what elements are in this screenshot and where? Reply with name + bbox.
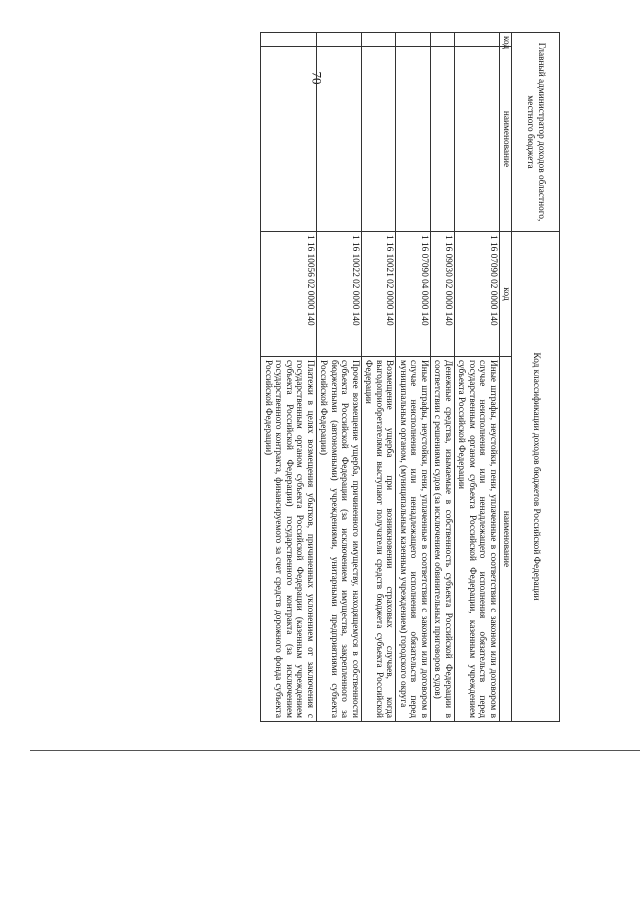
table-row: [261, 33, 317, 722]
admin-name-cell: [317, 47, 362, 232]
code-cell: 1 16 07090 04 0000 140: [396, 232, 431, 357]
classification-group-header: Код классификации доходов бюджетов Российской Федерации: [512, 232, 560, 722]
name-cell: Возмещение ущерба при возникновении страховых случаев, когда выгодоприобретателями выступают получатели средств бюджета субъекта Российской Федерации: [362, 357, 397, 722]
class-name-header: наименование: [500, 357, 512, 722]
table-row: [396, 33, 431, 722]
admin-group-header: Главный администратор доходов областного, местного бюджета: [512, 33, 560, 232]
code-cell: 1 16 10021 02 0000 140: [362, 232, 397, 357]
name-cell: Иные штрафы, неустойки, пени, уплаченные в соответствии с законом или договором в случае неисполнения или ненадлежащего исполнения обязательств перед муниципальным органом, (муниципальным казенным учреждением) городского округа: [396, 357, 431, 722]
admin-name-cell: [396, 47, 431, 232]
admin-name-cell: [261, 47, 317, 232]
admin-name-header: наименование: [500, 47, 512, 232]
table-subheader-row: [500, 33, 512, 722]
revenue-classification-table: [261, 32, 561, 722]
admin-code-header: код: [500, 33, 512, 47]
table-row: [317, 33, 362, 722]
class-code-header: код: [500, 232, 512, 357]
admin-code-cell: [261, 33, 317, 47]
table-row: [362, 33, 397, 722]
name-cell: Иные штрафы, неустойки, пени, уплаченные в соответствии с законом или договором в случае неисполнения или ненадлежащего исполнения обязательств перед государственным органом субъекта Российской Федерации, казенным учреждением субъекта Российской Федерации: [455, 357, 500, 722]
admin-name-cell: [431, 47, 455, 232]
code-cell: 1 16 09030 02 0000 140: [431, 232, 455, 357]
code-cell: 1 16 07090 02 0000 140: [455, 232, 500, 357]
revenue-classification-table-wrapper: [261, 32, 561, 722]
admin-code-cell: [431, 33, 455, 47]
name-cell: Денежные средства, изымаемые в собственность субъекта Российской Федерации в соответствии с решениями судов (за исключением обвинительных приговоров судов): [431, 357, 455, 722]
code-cell: 1 16 10022 02 0000 140: [317, 232, 362, 357]
name-cell: Платежи в целях возмещения убытков, причиненных уклонением от заключения с государственным органом субъекта Российской Федерации (казенным учреждением субъекта Российской Федерации) государственного контракта (за исключением государственного контракта, финансируемого за счет средств дорожного фонда субъекта Российской Федерации): [261, 357, 317, 722]
admin-code-cell: [455, 33, 500, 47]
name-cell: Прочее возмещение ущерба, причиненного имуществу, находящемуся в собственности субъекта Российской Федерации (за исключением имущества, закрепленного за бюджетными (автономными) учреждениями, унитарными предприятиями субъекта Российской Федерации): [317, 357, 362, 722]
table-row: [431, 33, 455, 722]
admin-code-cell: [362, 33, 397, 47]
table-row: [455, 33, 500, 722]
admin-name-cell: [362, 47, 397, 232]
code-cell: 1 16 10056 02 0000 140: [261, 232, 317, 357]
page-rule-divider: [30, 750, 640, 751]
admin-code-cell: [396, 33, 431, 47]
admin-code-cell: [317, 33, 362, 47]
page-number: 70: [309, 71, 325, 85]
admin-name-cell: [455, 47, 500, 232]
table-header-row: [512, 33, 560, 722]
